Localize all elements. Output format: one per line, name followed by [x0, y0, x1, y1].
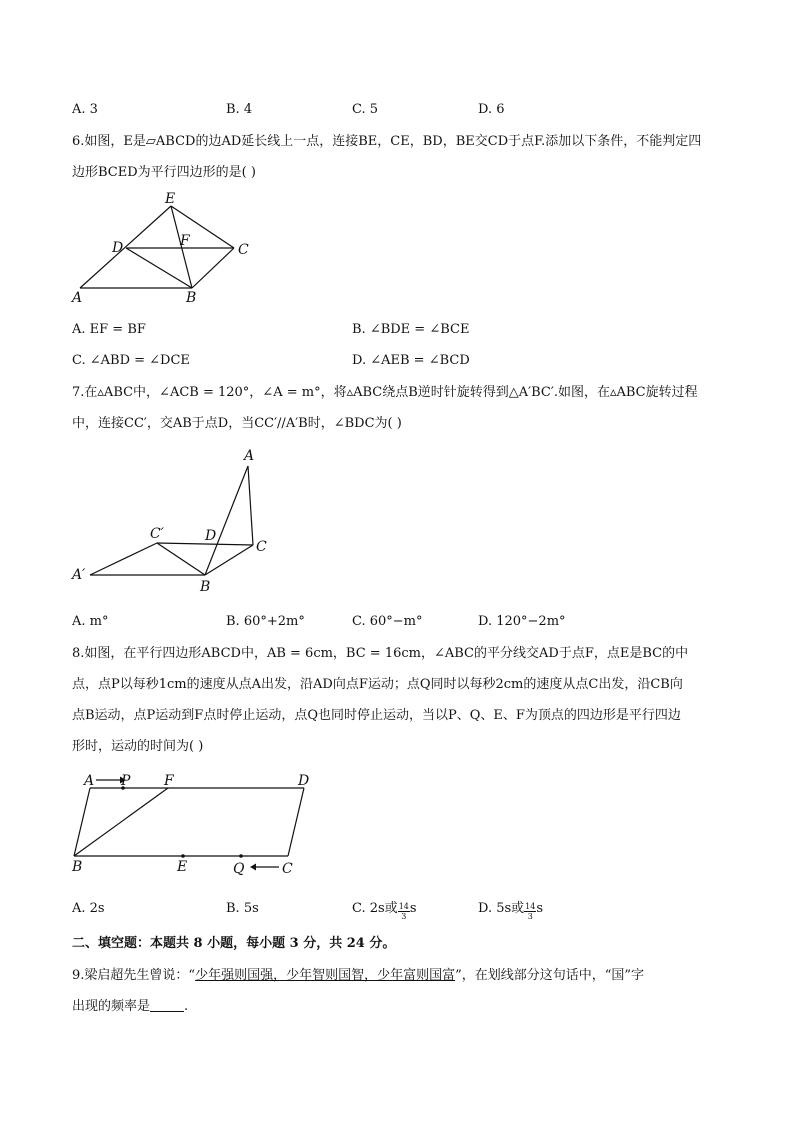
- q7-label-a: A: [244, 448, 255, 464]
- q8-label-d: D: [298, 773, 310, 789]
- q8-option-c-fraction-den: 3: [401, 912, 407, 921]
- q8-segment-dc: [288, 788, 304, 856]
- q7-label-b: B: [200, 579, 211, 594]
- q7-option-d: D. 120°−2m°: [478, 614, 566, 629]
- q8-option-d-text: D. 5s或: [478, 901, 525, 916]
- q7-segment-c1b: [157, 543, 205, 575]
- q8-stem-line1: 8.如图，在平行四边形ABCD中，AB = 6cm，BC = 16cm，∠ABC的平分线交AD于点F，点E是BC的中: [72, 646, 689, 661]
- q8-option-c-fraction-num: 14: [398, 902, 409, 911]
- q8-option-c-unit: s: [409, 901, 417, 916]
- q8-figure: [66, 766, 326, 881]
- q7-option-a: A. m°: [72, 614, 109, 629]
- q7-stem-line2: 中，连接CC′，交AB于点D，当CC′//A′B时，∠BDC为( ): [72, 416, 402, 431]
- q8-label-e: E: [177, 859, 188, 875]
- q7-label-c-prime: C′: [150, 526, 164, 542]
- q7-label-c: C: [256, 539, 267, 555]
- q6-label-d: D: [112, 240, 124, 256]
- q6-label-c: C: [238, 242, 249, 258]
- q9-underlined-quote: 少年强则国强，少年智则国智，少年富则国富: [195, 968, 456, 983]
- q6-label-e: E: [165, 191, 176, 207]
- q8-option-d-fraction-num: 14: [525, 902, 536, 911]
- q7-option-c: C. 60°−m°: [352, 614, 423, 629]
- q7-option-b: B. 60°+2m°: [226, 614, 305, 629]
- q8-option-c: [352, 899, 417, 921]
- q6-option-c: C. ∠ABD = ∠DCE: [72, 353, 190, 368]
- q8-option-c-text: C. 2s或: [352, 901, 398, 916]
- q8-option-d: [478, 899, 543, 921]
- q8-label-q: Q: [233, 861, 245, 877]
- q8-option-d-fraction: [524, 902, 536, 921]
- q8-stem-line2: 点，点P以每秒1cm的速度从点A出发，沿AD向点F运动；点Q同时以每秒2cm的速度从点C出发，沿CB向: [72, 677, 683, 692]
- q6-segment-cb: [192, 248, 234, 288]
- section-heading-fill-in: 二、填空题：本题共 8 小题，每小题 3 分，共 24 分。: [72, 936, 396, 951]
- q9-stem-line2: [72, 997, 188, 1017]
- q8-label-b: B: [72, 859, 83, 875]
- q7-label-d: D: [205, 528, 217, 544]
- q7-figure: [66, 444, 286, 594]
- q6-stem-line1: 6.如图，E是▱ABCD的边AD延长线上一点，连接BE，CE，BD，BE交CD于点F.添加以下条件，不能判定四: [72, 134, 702, 149]
- q8-label-p: P: [121, 773, 131, 789]
- q7-label-a-prime: A′: [72, 567, 86, 583]
- q5-option-b: B. 4: [226, 102, 253, 117]
- q9-line2-text: 出现的频率是: [72, 999, 151, 1014]
- q8-arrow-q-head: [250, 864, 256, 871]
- q6-stem-line2: 边形BCED为平行四边形的是( ): [72, 165, 256, 180]
- q9-prefix: 9.梁启超先生曾说：“: [72, 968, 196, 983]
- q8-stem-line3: 点B运动，点P运动到F点时停止运动，点Q也同时停止运动，当以P、Q、E、F为顶点的四边形是平行四边: [72, 708, 681, 723]
- q6-segment-ae: [80, 206, 171, 288]
- q8-stem-line4: 形时，运动的时间为( ): [72, 739, 204, 754]
- q5-option-c: C. 5: [352, 102, 379, 117]
- q8-point-e: [181, 854, 185, 858]
- q8-label-a: A: [84, 773, 95, 789]
- q6-option-d: D. ∠AEB = ∠BCD: [352, 353, 470, 368]
- q5-option-a: A. 3: [72, 102, 98, 117]
- q8-label-f: F: [164, 773, 174, 789]
- q7-segment-ba: [205, 466, 248, 575]
- q8-option-a: A. 2s: [72, 901, 105, 916]
- q6-figure: [66, 190, 266, 310]
- q8-option-d-fraction-den: 3: [527, 912, 533, 921]
- q6-label-f: F: [180, 233, 190, 249]
- q9-suffix: ”，在划线部分这句话中，“国”字: [455, 968, 645, 983]
- q8-label-c: C: [282, 861, 293, 877]
- q7-segment-a1c1: [90, 543, 157, 575]
- q8-option-d-unit: s: [536, 901, 544, 916]
- q9-stem-line1: [72, 966, 644, 986]
- q7-segment-ac: [248, 466, 253, 545]
- q6-option-b: B. ∠BDE = ∠BCE: [352, 322, 470, 337]
- q8-point-q: [239, 854, 243, 858]
- q7-segment-bc: [205, 545, 253, 575]
- q6-option-a: A. EF = BF: [72, 322, 146, 337]
- q6-segment-db: [126, 248, 192, 288]
- q8-option-c-fraction: [398, 902, 410, 921]
- q6-label-a: A: [72, 290, 83, 306]
- q9-answer-blank[interactable]: [150, 997, 184, 1012]
- q5-option-d: D. 6: [478, 102, 505, 117]
- q8-option-b: B. 5s: [226, 901, 259, 916]
- q9-period: .: [184, 999, 189, 1014]
- q7-stem-line1: 7.在▵ABC中，∠ACB = 120°，∠A = m°，将▵ABC绕点B逆时针旋转得到△A′BC′.如图，在▵ABC旋转过程: [72, 385, 698, 400]
- q6-label-b: B: [186, 290, 197, 306]
